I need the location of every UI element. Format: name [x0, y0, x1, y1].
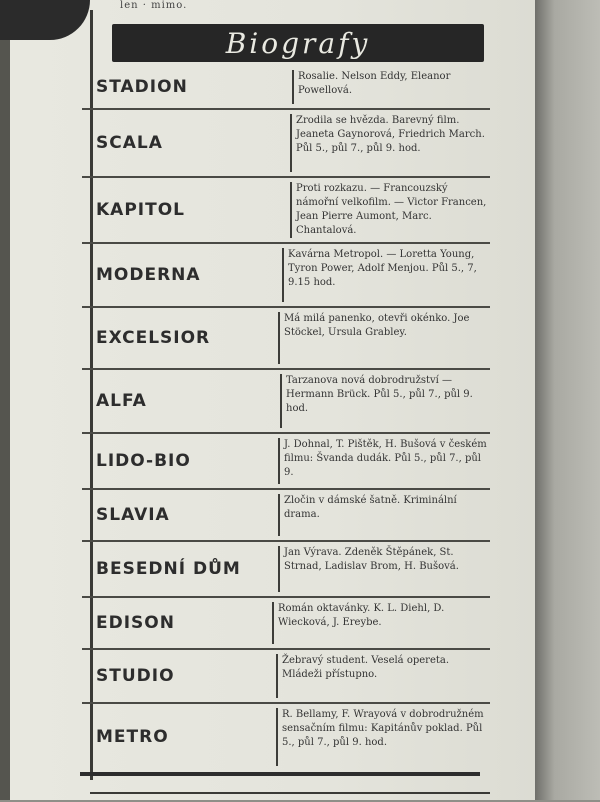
venue-name: BESEDNÍ DŮM: [96, 559, 241, 579]
film-description: Román oktavánky. K. L. Diehl, D. Wiecková, J. Ereybe.: [272, 602, 488, 644]
previous-column-text: len · mimo.: [120, 0, 188, 11]
listing-row: [82, 598, 490, 650]
listing-row: [82, 178, 490, 244]
adjacent-page-strip: [535, 0, 600, 800]
listing-row: [82, 650, 490, 704]
venue-name: EXCELSIOR: [96, 328, 211, 348]
venue-name: METRO: [96, 727, 169, 747]
film-description: Jan Výrava. Zdeněk Štěpánek, St. Strnad, Ladislav Brom, H. Bušová.: [278, 546, 488, 592]
venue-name: STUDIO: [96, 666, 175, 686]
page-edge-shadow: [0, 0, 10, 800]
listing-row: [82, 370, 490, 434]
venue-name: STADION: [96, 77, 188, 97]
section-header: [112, 24, 484, 62]
film-description: R. Bellamy, F. Wrayová v dobrodružném sensačním filmu: Kapitánův poklad. Půl 5., půl 7., půl 9. hod.: [276, 708, 488, 766]
venue-name: SLAVIA: [96, 505, 170, 525]
film-description: Má milá panenko, otevři okénko. Joe Stöckel, Ursula Grabley.: [278, 312, 488, 364]
film-description: Žebravý student. Veselá opereta. Mládeži přístupno.: [276, 654, 488, 698]
film-description: Tarzanova nová dobrodružství — Hermann Brück. Půl 5., půl 7., půl 9. hod.: [280, 374, 488, 428]
section-title: Biografy: [225, 26, 371, 60]
film-description: Proti rozkazu. — Francouzský námořní velkofilm. — Victor Francen, Jean Pierre Aumont, Marc. Chantalová.: [290, 182, 490, 238]
listing-row: [82, 308, 490, 370]
venue-name: LIDO-BIO: [96, 451, 191, 471]
listing-row: [82, 704, 490, 770]
venue-name: EDISON: [96, 613, 175, 633]
venue-name: SCALA: [96, 133, 163, 153]
film-description: J. Dohnal, T. Pištěk, H. Bušová v českém filmu: Švanda dudák. Půl 5., půl 7., půl 9.: [278, 438, 488, 484]
film-description: Zrodila se hvězda. Barevný film. Jeaneta Gaynorová, Friedrich March. Půl 5., půl 7., půl 9. hod.: [290, 114, 488, 172]
listing-row: [82, 244, 490, 308]
listing-row: [82, 110, 490, 178]
listing-row: [82, 490, 490, 542]
venue-name: ALFA: [96, 391, 147, 411]
listing-row: [82, 434, 490, 490]
film-description: Zločin v dámské šatně. Kriminální drama.: [278, 494, 488, 536]
next-section-border: [90, 792, 490, 802]
bottom-thick-rule: [80, 772, 480, 776]
venue-name: MODERNA: [96, 265, 201, 285]
film-description: Kavárna Metropol. — Loretta Young, Tyron Power, Adolf Menjou. Půl 5., 7, 9.15 hod.: [282, 248, 488, 302]
listing-row: [82, 66, 490, 110]
venue-name: KAPITOL: [96, 200, 185, 220]
listing-row: [82, 542, 490, 598]
film-description: Rosalie. Nelson Eddy, Eleanor Powellová.: [292, 70, 488, 104]
